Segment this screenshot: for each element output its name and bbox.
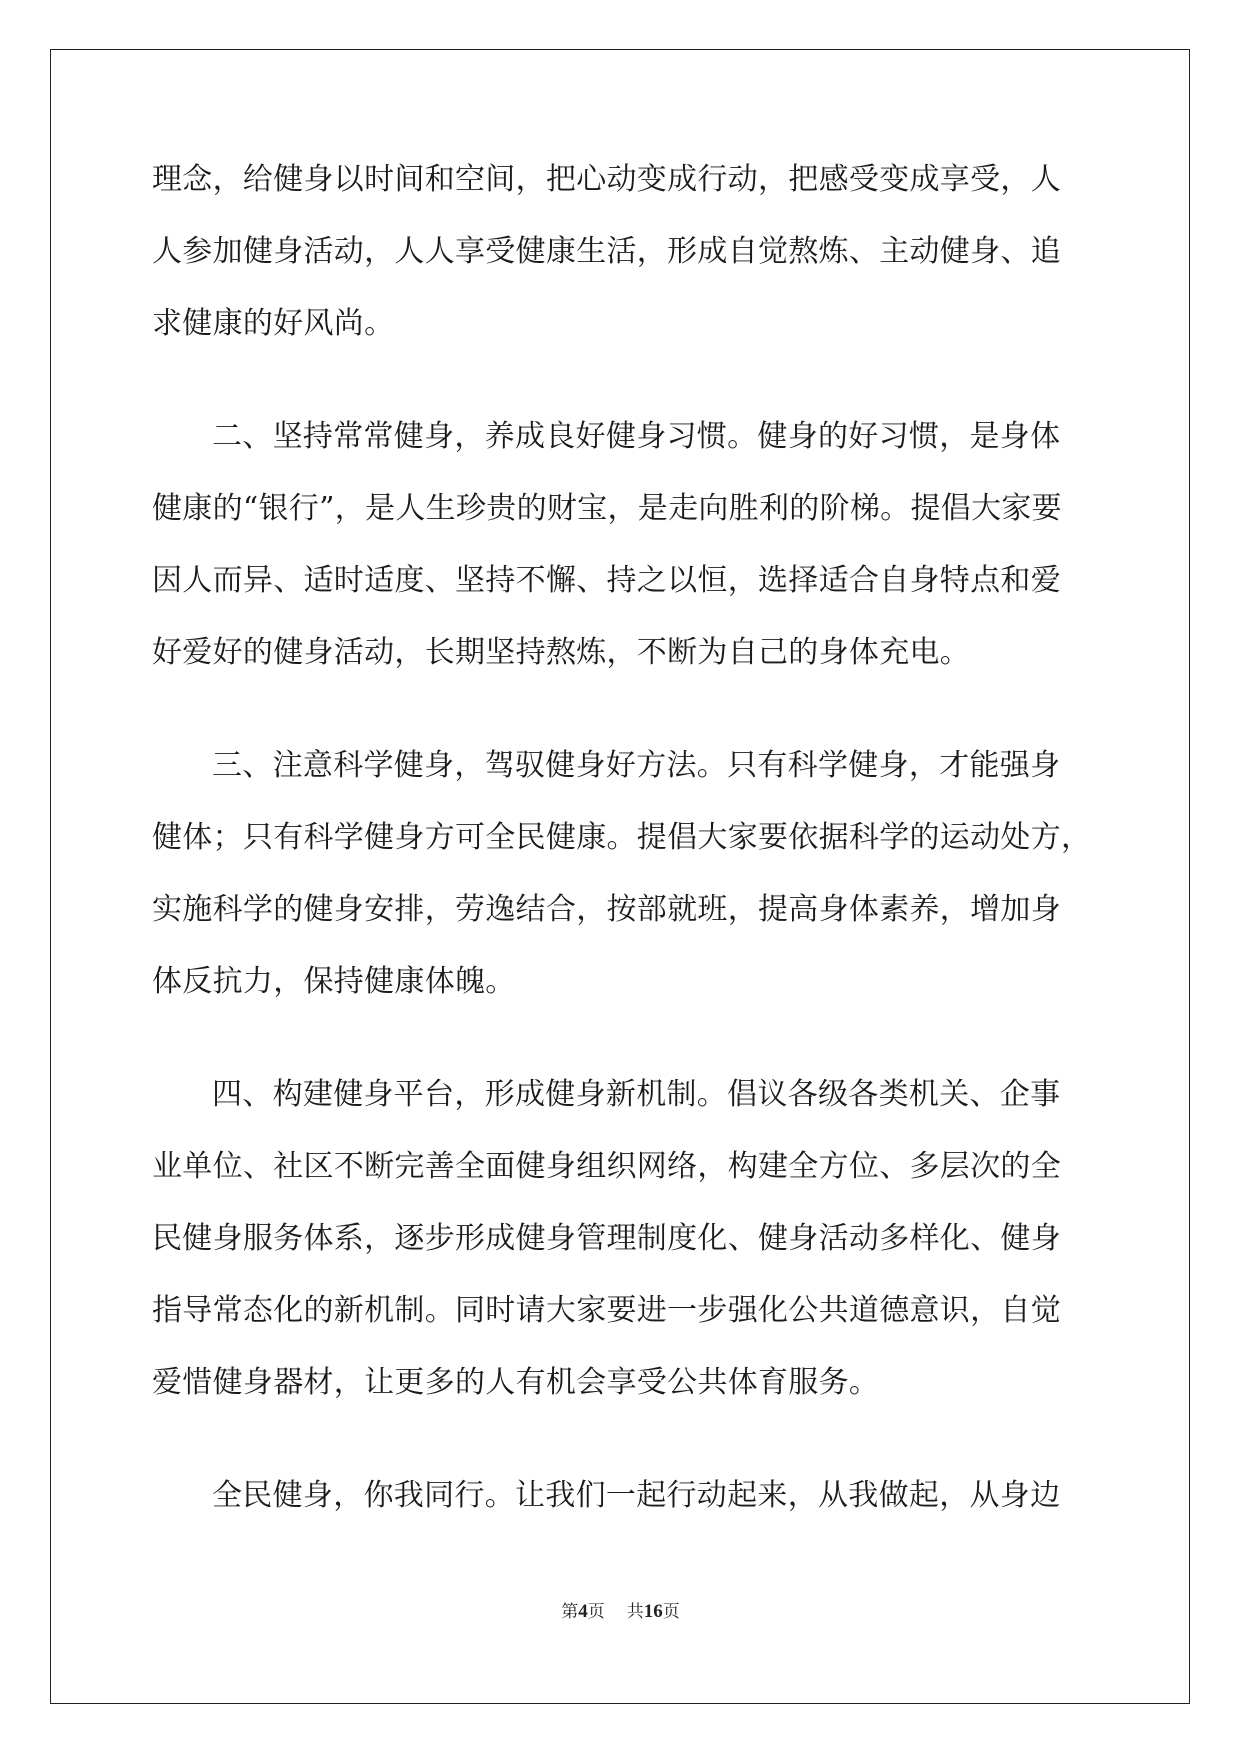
page-suffix: 页	[587, 1602, 605, 1622]
current-page-number: 4	[578, 1601, 588, 1622]
total-suffix: 页	[662, 1602, 680, 1622]
paragraph-start-line: 二、坚持常常健身，养成良好健身习惯。健身的好习惯，是身体	[212, 419, 1061, 454]
text-line: 健体；只有科学健身方可全民健康。提倡大家要依据科学的运动处方，	[152, 820, 1092, 855]
text-line: 业单位、社区不断完善全面健身组织网络，构建全方位、多层次的全	[152, 1149, 1061, 1184]
text-line: 人参加健身活动，人人享受健康生活，形成自觉熬炼、主动健身、追	[152, 234, 1061, 269]
text-line: 爱惜健身器材，让更多的人有机会享受公共体育服务。	[152, 1365, 880, 1400]
total-prefix: 共	[626, 1602, 644, 1622]
text-line: 体反抗力，保持健康体魄。	[152, 964, 516, 999]
paragraph-start-line: 四、构建健身平台，形成健身新机制。倡议各级各类机关、企事	[212, 1077, 1061, 1112]
text-line: 民健身服务体系，逐步形成健身管理制度化、健身活动多样化、健身	[152, 1221, 1061, 1256]
text-line: 实施科学的健身安排，劳逸结合，按部就班，提高身体素养，增加身	[152, 892, 1061, 927]
text-line: 指导常态化的新机制。同时请大家要进一步强化公共道德意识，自觉	[152, 1293, 1061, 1328]
text-line: 健康的“银行”，是人生珍贵的财宝，是走向胜利的阶梯。提倡大家要	[152, 491, 1062, 526]
text-line: 理念，给健身以时间和空间，把心动变成行动，把感受变成享受，人	[152, 162, 1061, 197]
paragraph-start-line: 三、注意科学健身，驾驭健身好方法。只有科学健身，才能强身	[212, 748, 1061, 783]
text-line: 因人而异、适时适度、坚持不懈、持之以恒，选择适合自身特点和爱	[152, 563, 1061, 598]
text-line: 好爱好的健身活动，长期坚持熬炼，不断为自己的身体充电。	[152, 635, 971, 670]
text-line: 求健康的好风尚。	[152, 306, 395, 341]
paragraph-start-line: 全民健身，你我同行。让我们一起行动起来，从我做起，从身边	[212, 1478, 1061, 1513]
page-footer	[0, 1597, 1241, 1623]
page-border	[50, 49, 1190, 1704]
page-prefix: 第	[561, 1602, 579, 1622]
total-page-count: 16	[643, 1601, 663, 1622]
